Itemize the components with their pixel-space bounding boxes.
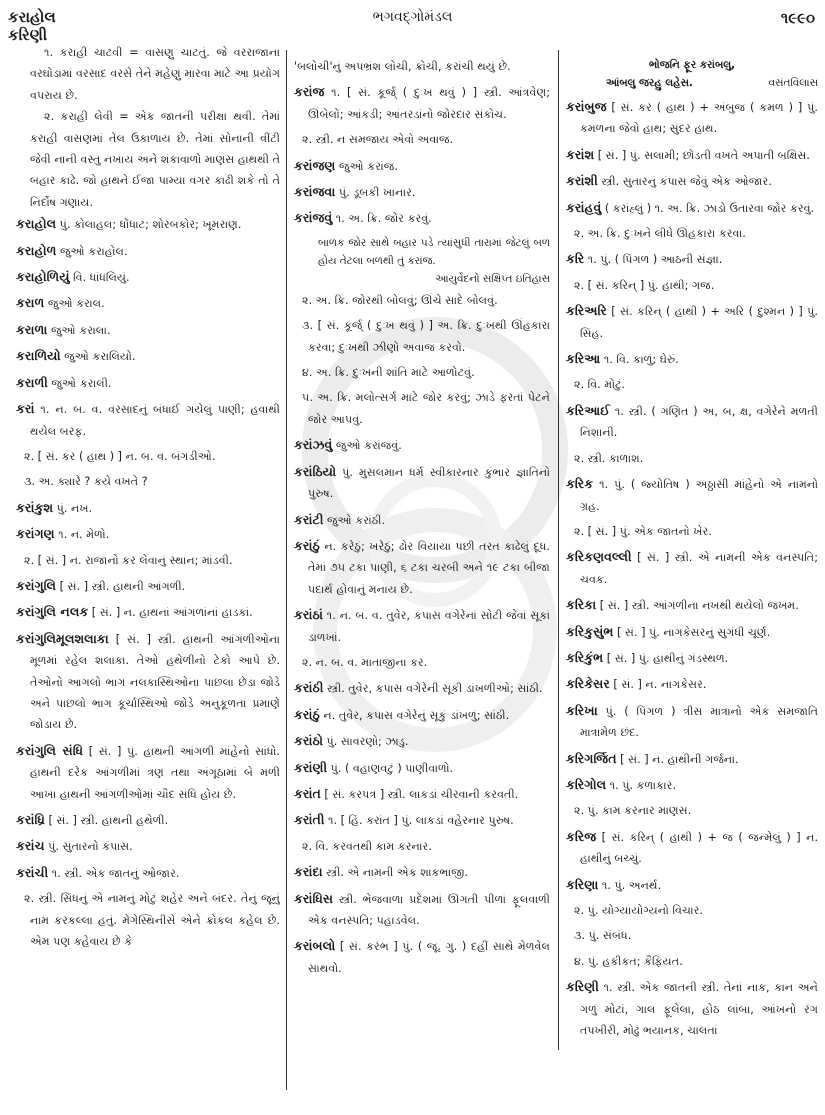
headword: કરાંઠો [294, 733, 323, 749]
headword: કરાંતી [294, 812, 325, 828]
headword: કરાંહવું [566, 199, 602, 215]
sub-sense: ૨. [ સં. કરિન્ ] પું. હાથી; ગજ. [574, 278, 715, 292]
headword: કરાંણી [294, 759, 328, 775]
definition: ( કરાંહ્લું ) ૧. અ. ક્રિ. ઝાડો ઉતારવા જોર કરવું. [601, 201, 815, 215]
headword: કરાંઠી [294, 680, 324, 696]
headword: કરાંગણ [16, 526, 55, 542]
sub-sense: ૨. [ સં. કર ( હાથ ) ] ન. બ. વ. બંગડીઓ. [24, 449, 216, 463]
definition: [ સં. ] ન. હાથનાં આંગળાંનાં હાડકાં. [88, 606, 253, 620]
dictionary-entry [566, 647, 818, 669]
dictionary-entry [294, 861, 550, 883]
guide-word-first: કરાહોલ [8, 8, 56, 26]
dictionary-entry [566, 621, 818, 643]
headword: કરાંગુલિ [16, 577, 57, 593]
definition: પું. ( વહાણવટું ) પાણીવાળો. [327, 761, 454, 775]
dictionary-entry [294, 207, 550, 229]
dictionary-entry [566, 594, 818, 616]
headword: કરાંજણ [294, 157, 336, 173]
dictionary-entry [566, 248, 818, 270]
dictionary-entry [294, 509, 550, 531]
headword: કરિકુંભ [566, 649, 604, 665]
dictionary-entry [16, 809, 280, 831]
page-number: ૧૯૯૦ [780, 9, 815, 27]
dictionary-entry [16, 835, 280, 857]
sub-sense: ૪. અ. ક્રિ. દુઃખની શાંતિ માટે આળોટવું. [302, 366, 475, 380]
dictionary-entry [16, 292, 280, 314]
dictionary-entry [294, 155, 550, 177]
definition: [ સં. ] સ્ત્રી. એ નામની એક વનસ્પતિ; ચવક. [580, 551, 818, 586]
definition: ૧. વિ. કાળું; ઘેરું. [600, 353, 679, 367]
dictionary-entry [16, 398, 280, 442]
headword: કરિકેસર [566, 676, 610, 692]
quote-source: આયુર્વેદનો સંક્ષિપ્ત ઇતિહાસ [435, 272, 550, 285]
sub-sense: ૨. વિ. કરવતથી કામ કરનાર. [302, 839, 432, 853]
dictionary-entry [16, 575, 280, 597]
definition: ૧. પું. અનર્થ. [598, 878, 662, 892]
headword: કરાંજ [294, 84, 325, 100]
definition: સ્ત્રી. સુતારનું કંપાસ જેવું એક ઓજાર. [597, 175, 772, 189]
dictionary-entry [566, 774, 818, 796]
citation-quote [566, 74, 818, 92]
definition: [ સં. ] ન. હાથીની ગર્જના. [616, 752, 739, 766]
definition: જુઓ કરાહોલ. [56, 244, 128, 258]
headword: કરાંશી [566, 173, 598, 189]
headword: કરાંચ [16, 838, 45, 854]
definition: સ્ત્રી. ભેજવાળા પ્રદેશમાં ઊગતી પીળાં ફૂલવાળી એક વનસ્પતિ; પહાડવેલ. [308, 892, 550, 927]
headword: કરાંબુજ [566, 99, 607, 114]
headword: કરાંચી [16, 864, 49, 880]
headword: કરિણી [566, 979, 599, 995]
headword: કરાંધિસ [294, 890, 334, 906]
headword: કરાળ [16, 295, 45, 311]
sub-sense: ૨. અ. ક્રિ. જોરથી બોલવું; ઊંચે સાદે બોલવું. [302, 293, 498, 307]
headword: કરાંત [294, 785, 321, 801]
column-middle [294, 56, 550, 1105]
column-right [566, 56, 818, 1105]
dictionary-entry [16, 345, 280, 367]
dictionary-entry [566, 96, 818, 140]
headword: કરાહોળિયું [16, 269, 70, 285]
dictionary-columns [0, 42, 825, 1115]
dictionary-entry [16, 319, 280, 341]
headword: કરાંબલો [294, 938, 336, 954]
dictionary-entry [294, 677, 550, 699]
headword: કરિક [566, 476, 594, 492]
headword: કરાંઠું [294, 537, 320, 553]
dictionary-entry [566, 170, 818, 192]
headword: કરાં [16, 401, 35, 417]
dictionary-entry [566, 400, 818, 444]
definition: [ સં. ] સ્ત્રી. હાથની આંગળી. [56, 579, 186, 593]
definition: [ સં. ] પું. નાગકેસરનું સુગંધી ચૂર્ણ. [613, 625, 771, 639]
dictionary-entry [566, 300, 818, 344]
dictionary-entry [566, 874, 818, 896]
dictionary-entry [16, 497, 280, 519]
headword: કરાહોળ [16, 242, 57, 258]
headword: કરિગર્જિત [566, 750, 617, 766]
headword: કરાંગુલિમૂલશલાકા [16, 630, 109, 646]
headword: કરિઆઈ [566, 402, 610, 418]
dictionary-entry [16, 372, 280, 394]
definition: જુઓ કરાલ. [44, 297, 105, 311]
citation-quote: ભોજનિ ફૂર કરાંબલુ, [648, 59, 736, 71]
dictionary-entry [294, 935, 550, 979]
definition: ન. કરેઠું; ખરેઠું; ઢોર વિયાયા પછી તરત કાઢેલું દૂધ. તેમાં ૭૫ ટકા પાણી, ૬ ટકા ચરબી અને ૧૯ ટકા બીજા પદાર્થ હોવાનું મનાય છે. [308, 539, 550, 596]
definition: પું. મુસલમાન ધર્મ સ્વીકારનાર કુંભાર જ્ઞાતિનો પુરુષ. [308, 465, 550, 501]
headword: કરાંઠિયો [294, 463, 337, 479]
dictionary-entry [566, 546, 818, 590]
sub-sense: ૩. અ. ક્યારે ? કયે વખતે ? [24, 475, 148, 489]
headword: કરાળિયો [16, 348, 61, 364]
headword: કરાંજવું [294, 210, 333, 226]
sub-sense: ૨. [ સં. ] ન. રાજાનો કર લેવાનું સ્થાન; માંડવી. [24, 553, 233, 567]
headword: કરિણા [566, 876, 599, 892]
headword: કરાળા [16, 321, 48, 337]
headword: કરિ [566, 251, 585, 267]
definition: જુઓ કરાંઠી. [323, 513, 386, 527]
definition: ૧. અ. ક્રિ. જોર કરવું. [332, 212, 432, 226]
definition: સ્ત્રી. તુવેર, કપાસ વગેરેની સૂકી ડાંખળીઓ; સાંઠી. [323, 682, 543, 696]
definition: [ સં. ] પું. સલામી; છોડતી વખતે અપાતી બક્ષિસ. [594, 148, 810, 162]
dictionary-entry [566, 197, 818, 219]
dictionary-entry [566, 473, 818, 517]
continued-text: 'બલોચી'નું અપભ્રંશ લોચી, ક્રોચી, કરાંચી થયું છે. [294, 60, 511, 73]
definition: જુઓ કરાલી. [47, 376, 112, 390]
headword: કરિકણવલ્લી [566, 549, 632, 565]
column-left [16, 42, 280, 1105]
dictionary-entry [566, 673, 818, 695]
definition: [ સં. કરંભ ] પું. ( જૂ. ગુ. ) દહીં સાથે મેળવેલ સાથવો. [308, 940, 550, 975]
definition: [ સં. કર ( હાથ ) + અંબુજ ( કમળ ) ] પું. કમળના જેવો હાથ; સુંદર હાથ. [580, 101, 818, 136]
dictionary-entry [566, 976, 818, 1041]
sub-sense: ૫. અ. ક્રિ. મલોત્સર્ગ માટે જોર કરવું; ઝાડે ફરતાં પેટને જોર આપવું. [302, 391, 550, 426]
definition: પું. સાવરણો; ઝાડુ. [322, 735, 409, 749]
headword: કરિઅરિ [566, 303, 607, 319]
dictionary-entry [294, 535, 550, 600]
definition: જુઓ કરાંજ. [335, 159, 398, 173]
headword: કરાંશ [566, 146, 595, 162]
headword: કરાંકુશ [16, 499, 54, 515]
definition: [ સં. કરપત્ર ] સ્ત્રી. લાકડાં ચીરવાની કરવતી. [320, 787, 519, 801]
headword: કરાંગુલિ નલક [16, 604, 89, 620]
usage-note: ૨. કરાહી લેવી = એક જાતની પરીક્ષા થવી. તેમાં કરાહી વાસણમાં તેલ ઉકાળાય છે. તેમાં સોનાની વીંટી જેવી નાની વસ્તુ નખાય અને શંકાવાળો માણસ હાથથી તે બહાર કાઢે. જો હાથને ઈજા પામ્યા વગર કાઢી શકે તો તે નિર્દોષ ગણાય. [30, 110, 280, 209]
definition: પું. નખ. [53, 501, 93, 515]
headword: કરાંધ્રિ [16, 812, 45, 827]
definition: [ સં. કરિન્ ( હાથી ) + જ ( જન્મેલું ) ] ન. હાથીનું બચ્ચું. [580, 830, 818, 866]
definition: ૧. [ હિં. કરાંત ] પું. લાકડાં વહેરનાર પુરુષ. [324, 814, 514, 828]
definition: ૧. ન. બ. વ. વરસાદનું બંધાઈ ગયેલું પાણી; હવાથી થયેલ બરફ. [30, 403, 280, 438]
definition: [ સં. ] સ્ત્રી. હાથની આંગળીઓના મૂળમાં રહેલ શલાકા. તેઓ હથેળીનો ટેકો આપે છે. તેઓનો આગલો ભાગ નલકાસ્થિઓના પાછલા છેડા જોડે અને પાછલો ભાગ કૂર્ચાસ્થિઓ જોડે અનુકૂળતા પ્રમાણે જોડાય છે. [30, 632, 280, 732]
definition: પું. સુતારનો કંપાસ. [44, 840, 133, 854]
headword: કરિજ [566, 828, 597, 844]
dictionary-entry [566, 700, 818, 744]
book-title: ભગવદ્ગોમંડલ [372, 9, 453, 25]
dictionary-entry [294, 81, 550, 125]
definition: ૧. સ્ત્રી. ( ગણિત ) અ, બ, ક્ષ, વગેરેને મળતી નિશાની. [580, 404, 818, 440]
sub-sense: ૨. [ સં. ] પું. એક જાતનો ખેર. [574, 524, 712, 538]
dictionary-entry [16, 213, 280, 235]
guide-word-last: કરિણી [8, 26, 48, 44]
dictionary-entry [566, 748, 818, 770]
definition: ન. તુવેર, કપાસ વગેરેનું સૂકું ડાંખળું; સાંઠી. [319, 708, 510, 722]
definition: [ સં. ] સ્ત્રી. હાથની હથેળી. [44, 814, 169, 827]
definition: જુઓ કરાલિયો. [60, 350, 136, 364]
sub-sense: ૪. પું. હકીકત; કૈફિયત. [574, 954, 683, 968]
sub-sense: ૨. પું. યોગ્યાયોગ્યનો વિચાર. [574, 904, 703, 917]
headword: કરાંઝવું [294, 437, 333, 453]
sub-sense: ૨. અ. ક્રિ. દુઃખને લીધે ઊંહકારા કરવા. [574, 227, 746, 241]
headword: કરાહોલ [16, 216, 57, 232]
quote-text: આંબલુ જરહુ લહેસ. [606, 77, 693, 89]
headword: કરિખા [566, 702, 598, 718]
dictionary-entry [294, 461, 550, 505]
definition: પું. ( પિંગળ ) ત્રીસ માત્રાનો એક સમજાતિ માત્રામેળ છંદ. [580, 704, 818, 740]
dictionary-entry [16, 266, 280, 288]
dictionary-entry [294, 757, 550, 779]
definition: સ્ત્રી. એ નામની એક શાકભાજી. [322, 866, 468, 880]
definition: ૧. પું. ( જ્યોતિષ ) અઠ્ઠાસી માંહેનો એ નામનો ગ્રહ. [580, 478, 818, 513]
dictionary-entry [16, 601, 280, 623]
definition: [ સં. ] પું. હાથીનું ગંડસ્થળ. [603, 651, 729, 665]
definition: ૧. સ્ત્રી. એક જાતનું ઓજાર. [48, 866, 180, 880]
dictionary-entry [294, 704, 550, 726]
dictionary-entry [294, 181, 550, 203]
definition: ૧. પું. ( પિંગળ ) આઠની સંજ્ઞા. [584, 253, 723, 267]
dictionary-entry [294, 783, 550, 805]
definition: ૧. પું. કળાકાર. [606, 778, 676, 792]
sub-sense: ૨. પું. કામ કરનાર માણસ. [574, 804, 692, 818]
headword: કરાંગુલિ સંધિ [16, 742, 84, 758]
sub-sense: ૨. ન. બ. વ. માતાજીના કર. [302, 655, 428, 669]
dictionary-entry [16, 628, 280, 736]
sub-sense: ૩. [ સં. કૂર્જ્ ( દુઃખ થવું ) ] અ. ક્રિ. દુઃખથી ઊંહકારા કરવા; દુઃખથી ઝીણો અવાજ કરવો. [302, 319, 550, 354]
sub-sense: ૨. સ્ત્રી. કાળાશ. [574, 451, 644, 465]
citation-quote: બાળક જોર સાથે બહાર પડે ત્યાંસુધી તારામાં જેટલું બળ હોય તેટલા બળથી તું કરાંજ. [318, 236, 550, 267]
quote-source: વસંતવિલાસ [768, 77, 818, 89]
dictionary-entry [16, 740, 280, 805]
headword: કરાંટી [294, 511, 324, 527]
definition: [ સં. ] ન. નાગકેસર. [609, 678, 707, 692]
dictionary-entry [566, 826, 818, 870]
definition: પું. ડૂબકી ખાનાર. [335, 186, 416, 200]
definition: [ સં. કરિન્ ( હાથી ) + અરિ ( દુશ્મન ) ] પું. સિંહ. [580, 305, 818, 340]
dictionary-entry [294, 434, 550, 456]
headword: કરિકુસુંભ [566, 623, 614, 639]
definition: ૧. ન. મેળો. [54, 528, 110, 542]
definition: ૧. સ્ત્રી. એક જાતની સ્ત્રી. તેનાં નાક, કાન અને ગળું મોટાં, ગાલ ફૂલેલા, હોઠ લાંબા, આંખનો રંગ તપખીરી, મોઢું ભયાનક, ચાલતાં [580, 981, 818, 1038]
headword: કરાંઠાં [294, 607, 323, 623]
dictionary-entry [294, 604, 550, 648]
dictionary-entry [294, 730, 550, 752]
definition: [ સં. ] પું. હાથની આંગળી માંહેનો સાંધો. હાથની દરેક આંગળીમાં ત્રણ તથા અંગૂઠામાં બે મળી આખા હાથની આંગળીઓમાં ચૌદ સંધિ હોય છે. [30, 744, 280, 801]
definition: ૧. ન. બ. વ. તુવેર, કપાસ વગેરેનાં સોટી જેવાં સૂકાં ડાળખાં. [308, 609, 550, 644]
usage-note: ૧. કરાહી ચાટવી = વાસણુ ચાટતું. જે વરરાજાના વરઘોડામાં વરસાદ વરસે તેને મહેણું મારવા માટે આ પ્રયોગ વપરાય છે. [30, 46, 280, 102]
definition: [ સં. ] સ્ત્રી. આંગળીના નખથી થયેલો જખમ. [596, 599, 799, 613]
headword: કરાળી [16, 374, 48, 390]
headword: કરિકા [566, 597, 597, 613]
dictionary-entry [566, 144, 818, 166]
definition: જુઓ કરાલા. [47, 323, 111, 337]
dictionary-entry [566, 348, 818, 370]
headword: કરાંદા [294, 864, 323, 880]
headword: કરાંઠું [294, 706, 320, 722]
dictionary-entry [16, 862, 280, 884]
headword: કરિગોલ [566, 776, 607, 792]
definition: પું. કોલાહલ; ધોંધાટ; શોરબકોર; ખૂમરાણ. [56, 218, 242, 232]
dictionary-entry [16, 523, 280, 545]
definition: વિ. ધાંધલિયું. [69, 271, 130, 285]
dictionary-entry [16, 240, 280, 262]
dictionary-entry [294, 809, 550, 831]
sub-sense: ૨. સ્ત્રી. ન સમજાય એવો અવાજ. [302, 133, 454, 147]
headword: કરાંજવા [294, 184, 336, 200]
sub-sense: ૨. સ્ત્રી. સિંધનું એ નામનું મોટું શહેર અને બંદર. તેનું જૂનું નામ કરકલ્લા હતું. મેગેસ્થિનીસે એને ક્રોકલ કહેલ છે. એમ પણ કહેવાય છે કે [24, 892, 280, 949]
sub-sense: ૨. વિ. મોટું. [574, 378, 626, 392]
headword: કરિઆ [566, 351, 601, 367]
definition: જુઓ કરાંજવું. [332, 439, 402, 453]
dictionary-entry [294, 888, 550, 932]
definition: ૧. [ સં. કૂર્જ્ ( દુઃખ થવું ) ] સ્ત્રી. આંત્રવેણ; ઊંબેલો; આંકડી; આંતરડાંનો જોરદાર સંકોચ. [308, 86, 550, 121]
sub-sense: ૩. પું. સંબંધ. [574, 929, 632, 943]
